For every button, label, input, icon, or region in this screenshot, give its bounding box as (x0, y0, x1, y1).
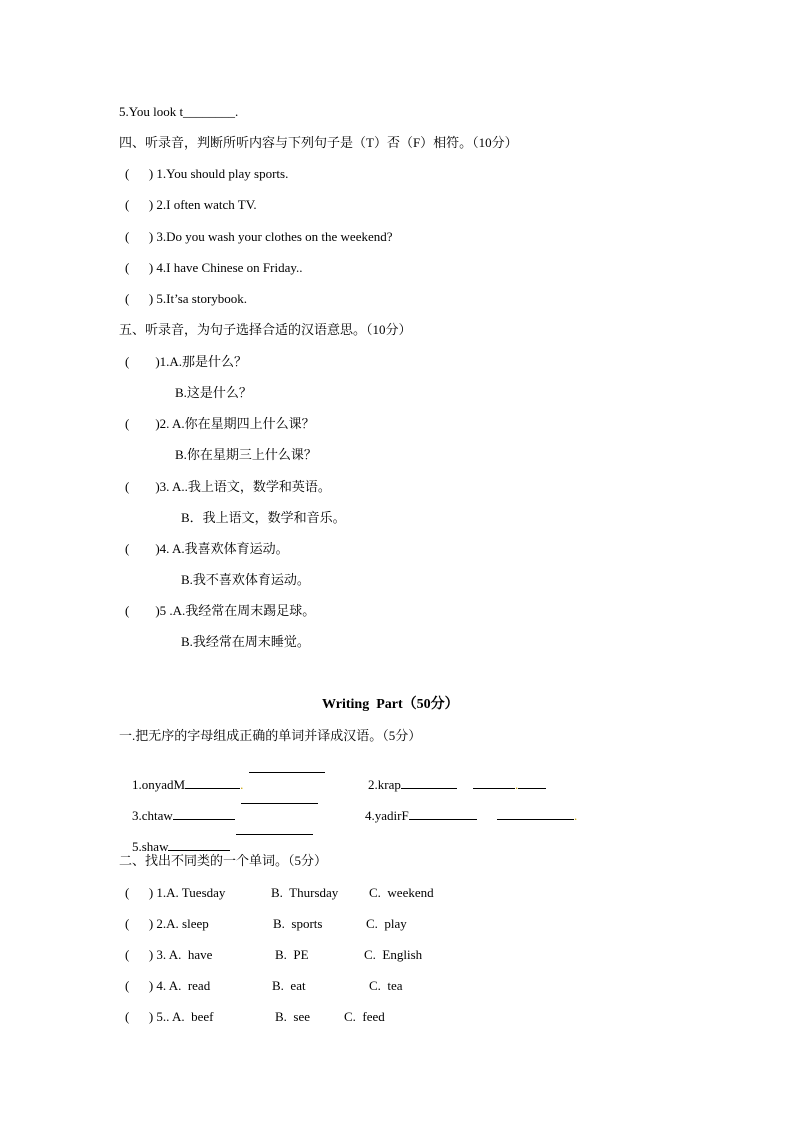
section-4-title: 四、听录音，判断所听内容与下列句子是（T）否（F）相符。（10分） (119, 135, 518, 150)
sec4-item-1: ( ) 1.You should play sports. (125, 166, 289, 181)
sec5-item-3-a: ( )3. A..我上语文，数学和英语。 (125, 479, 331, 494)
odd-item-2-b: B. sports (273, 916, 323, 931)
odd-item-4-num: ( ) 4. A. read (125, 978, 211, 993)
word-3-label: 3.chtaw (132, 808, 173, 823)
sec5-item-1-a: ( )1.A.那是什么？ (125, 354, 248, 369)
question-5-look: 5.You look t________. (119, 104, 239, 119)
word-item-4 (352, 791, 477, 840)
word-5-answer-blank[interactable] (168, 838, 230, 851)
sec5-item-3-b: B．我上语文，数学和音乐。 (181, 510, 346, 525)
sec5-item-2-a: ( )2. A.你在星期四上什么课？ (125, 416, 315, 431)
odd-item-3-c: C. English (364, 947, 423, 962)
section-5-title: 五、听录音，为句子选择合适的汉语意思。（10分） (119, 322, 412, 337)
writing-part-title: Writing Part（50分） (322, 697, 459, 712)
sec5-item-1-b: B.这是什么？ (175, 385, 252, 400)
odd-item-4-c: C. tea (369, 978, 403, 993)
word-1-answer-blank[interactable] (185, 776, 240, 789)
odd-item-5-num: ( ) 5.. A. beef (125, 1009, 214, 1024)
sec5-item-5-a: ( )5 .A.我经常在周末踢足球。 (125, 603, 316, 618)
odd-item-3-num: ( ) 3. A. have (125, 947, 213, 962)
word-4-answer-blank[interactable] (409, 807, 477, 820)
word-2-label: 2.krap (368, 777, 401, 792)
word-4-translation-blank[interactable] (497, 807, 574, 820)
word-4-label: 4.yadirF (365, 808, 409, 823)
odd-item-2-c: C. play (366, 916, 407, 931)
word-2-translation: . (460, 760, 546, 809)
sec5-item-2-b: B.你在星期三上什么课？ (175, 447, 317, 462)
sec4-item-2: ( ) 2.I often watch TV. (125, 197, 257, 212)
writing-section-1-title: 一.把无序的字母组成正确的单词并译成汉语。（5分） (119, 728, 422, 743)
word-3-translation-blank[interactable] (241, 791, 318, 804)
sec4-item-3: ( ) 3.Do you wash your clothes on the weekend? (125, 229, 393, 244)
odd-item-2-num: ( ) 2.A. sleep (125, 916, 209, 931)
word-2-translation-blank-a[interactable] (473, 776, 515, 789)
odd-item-3-b: B. PE (275, 947, 309, 962)
word-item-1: 1.onyadM . (132, 777, 244, 792)
odd-item-4-b: B. eat (272, 978, 306, 993)
odd-item-5-c: C. feed (344, 1009, 385, 1024)
odd-item-1-num: ( ) 1.A. Tuesday (125, 885, 226, 900)
word-3-answer-blank[interactable] (173, 807, 235, 820)
writing-section-2-title: 二、找出不同类的一个单词。（5分） (119, 853, 328, 868)
word-2-translation-blank-b[interactable] (518, 776, 546, 789)
sec5-item-5-b: B.我经常在周末睡觉。 (181, 634, 310, 649)
word-2-answer-blank[interactable] (401, 776, 457, 789)
sec4-item-5: ( ) 5.It’sa storybook. (125, 291, 248, 306)
word-1-translation-blank[interactable] (249, 760, 325, 773)
word-5-translation-blank[interactable] (236, 822, 313, 835)
sec5-item-4-b: B.我不喜欢体育运动。 (181, 572, 310, 587)
word-1-label: 1.onyadM (132, 777, 186, 792)
odd-item-1-b: B. Thursday (271, 885, 339, 900)
odd-item-1-c: C. weekend (369, 885, 434, 900)
odd-item-5-b: B. see (275, 1009, 311, 1024)
sec4-item-4: ( ) 4.I have Chinese on Friday.. (125, 260, 303, 275)
word-4-translation: . (484, 791, 577, 840)
word-5-label: 5.shaw (132, 839, 169, 854)
sec5-item-4-a: ( )4. A.我喜欢体育运动。 (125, 541, 289, 556)
